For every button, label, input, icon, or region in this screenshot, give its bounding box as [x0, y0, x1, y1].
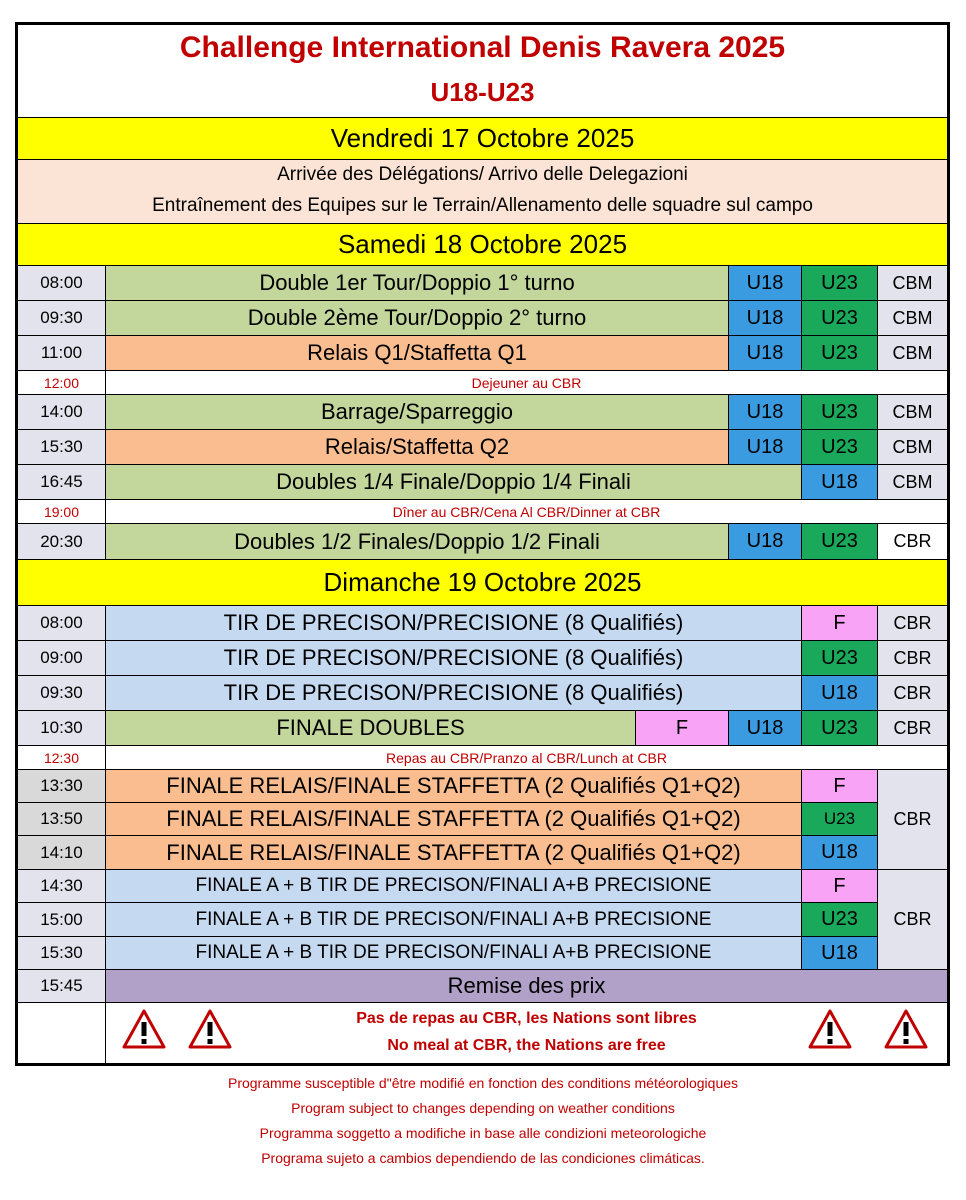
category-u18: U18	[729, 336, 802, 370]
event-cell: FINALE RELAIS/FINALE STAFFETTA (2 Qualifiés Q1+Q2)	[106, 803, 802, 835]
page-subtitle: U18-U23	[430, 77, 535, 107]
category-u23: U23	[802, 641, 878, 675]
time-cell: 09:00	[18, 641, 106, 675]
friday-line-2: Entraînement des Equipes sur le Terrain/Allenamento delle squadre sul campo	[152, 195, 813, 216]
event-cell: Barrage/Sparreggio	[106, 395, 729, 429]
footer-disclaimer	[0, 1071, 966, 1171]
schedule-row	[18, 430, 947, 465]
meal-cell: Repas au CBR/Pranzo al CBR/Lunch at CBR	[386, 749, 667, 766]
schedule-row	[18, 836, 947, 870]
friday-line-1: Arrivée des Délégations/ Arrivo delle Delegazioni	[277, 164, 688, 185]
category-u18: U18	[802, 676, 878, 710]
time-cell: 20:30	[18, 524, 106, 559]
footer-line-4: Programa sujeto a cambios dependiendo de las condiciones climáticas.	[261, 1150, 705, 1166]
warning-triangle-icon	[808, 1009, 852, 1049]
time-cell: 10:30	[18, 711, 106, 745]
time-cell: 09:30	[18, 676, 106, 710]
venue-cell-group: CBR	[878, 870, 947, 970]
event-cell: Doubles 1/4 Finale/Doppio 1/4 Finali	[106, 465, 802, 499]
venue-cell: CBR	[878, 606, 947, 640]
venue-cell: CBM	[878, 336, 947, 370]
category-u23: U23	[802, 524, 878, 559]
category-u23: U23	[802, 266, 878, 300]
event-cell: TIR DE PRECISON/PRECISIONE (8 Qualifiés)	[106, 641, 802, 675]
schedule-row	[18, 903, 947, 937]
meal-row	[18, 746, 947, 770]
event-cell: FINALE RELAIS/FINALE STAFFETTA (2 Qualifiés Q1+Q2)	[106, 770, 802, 802]
category-u18: U18	[729, 711, 802, 745]
event-cell: FINALE A + B TIR DE PRECISON/FINALI A+B PRECISIONE	[106, 870, 802, 902]
meal-row	[18, 371, 947, 395]
time-cell: 15:45	[18, 970, 106, 1002]
category-f: F	[636, 711, 729, 745]
time-cell: 12:00	[18, 371, 106, 394]
event-cell: Double 1er Tour/Doppio 1° turno	[106, 266, 729, 300]
venue-cell: CBM	[878, 465, 947, 499]
category-u18: U18	[802, 465, 878, 499]
schedule-row	[18, 301, 947, 336]
venue-cell: CBM	[878, 395, 947, 429]
time-cell: 19:00	[18, 500, 106, 523]
event-cell: TIR DE PRECISON/PRECISIONE (8 Qualifiés)	[106, 676, 802, 710]
venue-cell: CBR	[878, 711, 947, 745]
category-u23: U23	[802, 336, 878, 370]
schedule-row	[18, 465, 947, 500]
category-f: F	[802, 770, 878, 802]
time-cell: 09:30	[18, 301, 106, 335]
venue-cell: CBM	[878, 266, 947, 300]
category-u23: U23	[802, 430, 878, 464]
time-cell: 14:10	[18, 836, 106, 869]
category-u18: U18	[729, 430, 802, 464]
category-u23: U23	[802, 711, 878, 745]
event-cell: Double 2ème Tour/Doppio 2° turno	[106, 301, 729, 335]
meal-row	[18, 500, 947, 524]
day-header-sunday: Dimanche 19 Octobre 2025	[18, 560, 947, 606]
schedule-row	[18, 676, 947, 711]
schedule-row	[18, 803, 947, 836]
event-cell: FINALE DOUBLES	[106, 711, 636, 745]
time-cell: 11:00	[18, 336, 106, 370]
venue-cell-group: CBR	[878, 770, 947, 870]
page-title: Challenge International Denis Ravera 2025	[179, 31, 786, 64]
event-cell: FINALE RELAIS/FINALE STAFFETTA (2 Qualifiés Q1+Q2)	[106, 836, 802, 869]
category-u18: U18	[729, 301, 802, 335]
category-u23: U23	[802, 903, 878, 936]
schedule-row	[18, 336, 947, 371]
schedule-row	[18, 770, 947, 803]
event-cell: Doubles 1/2 Finales/Doppio 1/2 Finali	[106, 524, 729, 559]
empty-time-cell	[18, 1003, 106, 1063]
warning-row	[18, 1003, 947, 1063]
time-cell: 13:30	[18, 770, 106, 802]
footer-line-2: Program subject to changes depending on weather conditions	[291, 1100, 675, 1116]
footer-line-3: Programma soggetto a modifiche in base alle condizioni meteorologiche	[259, 1125, 707, 1141]
schedule-row	[18, 937, 947, 970]
schedule-row	[18, 970, 947, 1003]
category-f: F	[802, 870, 878, 902]
category-u18: U18	[802, 836, 878, 869]
footer-line-1: Programme susceptible d"être modifié en fonction des conditions météorologiques	[227, 1075, 739, 1091]
category-u23: U23	[802, 395, 878, 429]
category-u18: U18	[729, 395, 802, 429]
time-cell: 15:30	[18, 937, 106, 969]
time-cell: 14:00	[18, 395, 106, 429]
time-cell: 12:30	[18, 746, 106, 769]
venue-cell: CBR	[878, 524, 947, 559]
warning-triangle-icon	[884, 1009, 928, 1049]
category-f: F	[802, 606, 878, 640]
time-cell: 14:30	[18, 870, 106, 902]
event-cell: FINALE A + B TIR DE PRECISON/FINALI A+B PRECISIONE	[106, 937, 802, 969]
time-cell: 08:00	[18, 266, 106, 300]
venue-cell: CBM	[878, 430, 947, 464]
time-cell: 13:50	[18, 803, 106, 835]
event-cell: Relais/Staffetta Q2	[106, 430, 729, 464]
title-block	[18, 25, 947, 118]
venue-cell: CBM	[878, 301, 947, 335]
friday-info	[18, 160, 947, 224]
prize-giving-cell: Remise des prix	[106, 970, 947, 1002]
venue-cell: CBR	[878, 641, 947, 675]
warning-line-2: No meal at CBR, the Nations are free	[387, 1037, 666, 1054]
time-cell: 15:00	[18, 903, 106, 936]
schedule-sheet	[15, 22, 950, 1066]
category-u18: U18	[729, 524, 802, 559]
meal-cell: Dejeuner au CBR	[471, 374, 582, 391]
category-u23: U23	[802, 301, 878, 335]
event-cell: Relais Q1/Staffetta Q1	[106, 336, 729, 370]
schedule-row	[18, 395, 947, 430]
schedule-row	[18, 641, 947, 676]
category-u23: U23	[802, 803, 878, 835]
category-u18: U18	[802, 937, 878, 969]
day-header-saturday: Samedi 18 Octobre 2025	[18, 224, 947, 266]
schedule-row	[18, 606, 947, 641]
time-cell: 08:00	[18, 606, 106, 640]
warning-line-1: Pas de repas au CBR, les Nations sont libres	[356, 1010, 697, 1027]
schedule-row	[18, 524, 947, 560]
category-u18: U18	[729, 266, 802, 300]
venue-cell: CBR	[878, 676, 947, 710]
day-header-friday: Vendredi 17 Octobre 2025	[18, 118, 947, 160]
time-cell: 15:30	[18, 430, 106, 464]
schedule-row	[18, 266, 947, 301]
warning-cell	[106, 1003, 947, 1063]
meal-cell: Dîner au CBR/Cena Al CBR/Dinner at CBR	[392, 503, 661, 520]
event-cell: TIR DE PRECISON/PRECISIONE (8 Qualifiés)	[106, 606, 802, 640]
schedule-row	[18, 870, 947, 903]
event-cell: FINALE A + B TIR DE PRECISON/FINALI A+B PRECISIONE	[106, 903, 802, 936]
schedule-row	[18, 711, 947, 746]
time-cell: 16:45	[18, 465, 106, 499]
